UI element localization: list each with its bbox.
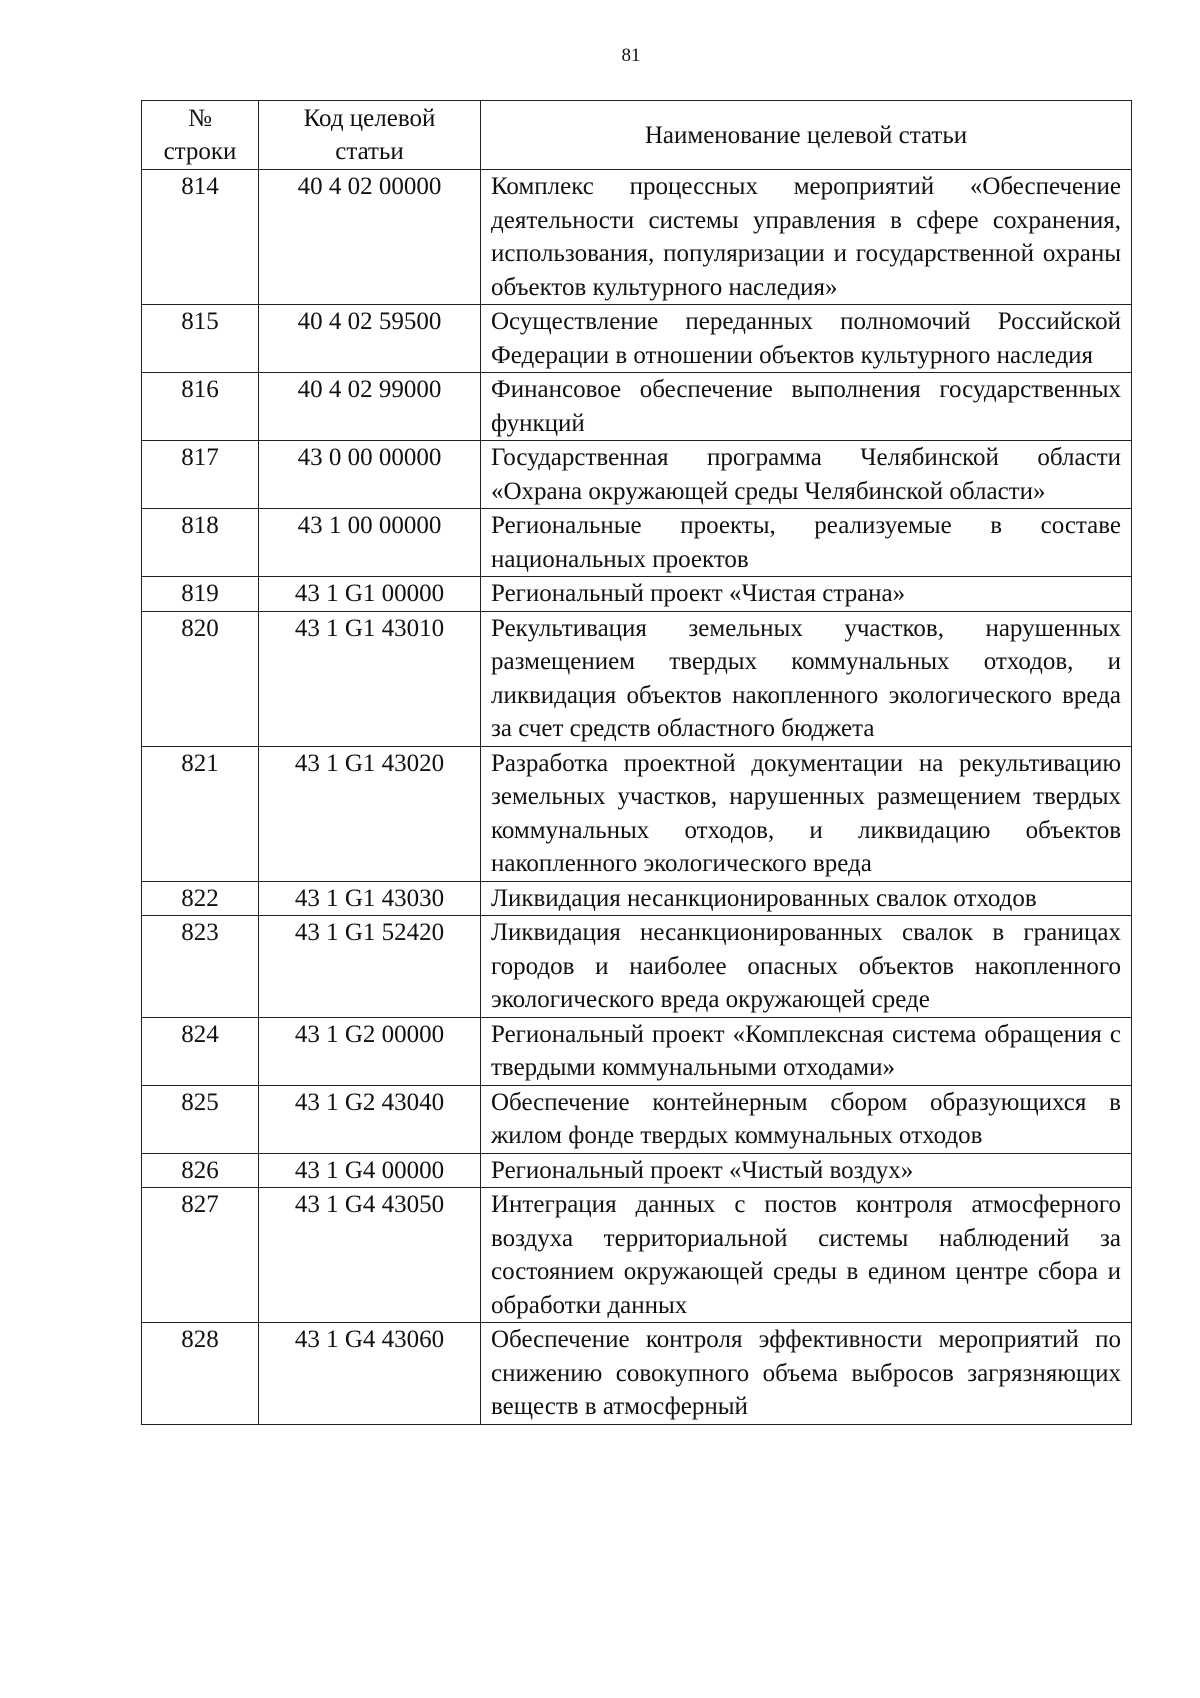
row-number-cell: 817 bbox=[142, 441, 259, 509]
row-number-cell: 825 bbox=[142, 1085, 259, 1153]
article-name-cell: Интеграция данных с постов контроля атмосферного воздуха территориальной системы наблюдений за состоянием окружающей среды в едином центре сбора и обработки данных bbox=[481, 1188, 1132, 1323]
table-row bbox=[142, 1323, 1132, 1425]
row-number-cell: 814 bbox=[142, 170, 259, 305]
table-row bbox=[142, 577, 1132, 612]
article-name-cell: Ликвидация несанкционированных свалок в границах городов и наиболее опасных объектов накопленного экологического вреда окружающей среде bbox=[481, 916, 1132, 1018]
article-code-cell: 43 1 G1 52420 bbox=[259, 916, 481, 1018]
table-row bbox=[142, 916, 1132, 1018]
article-code-cell: 43 1 00 00000 bbox=[259, 509, 481, 577]
header-row-number: № строки bbox=[142, 101, 259, 170]
article-code-cell: 43 1 G4 00000 bbox=[259, 1153, 481, 1188]
table-row bbox=[142, 170, 1132, 305]
article-name-cell: Осуществление переданных полномочий Российской Федерации в отношении объектов культурного наследия bbox=[481, 305, 1132, 373]
article-name-cell: Региональный проект «Чистый воздух» bbox=[481, 1153, 1132, 1188]
article-code-cell: 40 4 02 59500 bbox=[259, 305, 481, 373]
table-header-row bbox=[142, 101, 1132, 170]
article-name-cell: Региональный проект «Чистая страна» bbox=[481, 577, 1132, 612]
row-number-cell: 815 bbox=[142, 305, 259, 373]
row-number-cell: 820 bbox=[142, 611, 259, 746]
table-row bbox=[142, 1153, 1132, 1188]
row-number-cell: 824 bbox=[142, 1017, 259, 1085]
table-body bbox=[142, 170, 1132, 1425]
row-number-cell: 828 bbox=[142, 1323, 259, 1425]
article-code-cell: 43 1 G1 43010 bbox=[259, 611, 481, 746]
table-row bbox=[142, 611, 1132, 746]
table-row bbox=[142, 1017, 1132, 1085]
article-name-cell: Обеспечение контроля эффективности мероприятий по снижению совокупного объема выбросов загрязняющих веществ в атмосферный bbox=[481, 1323, 1132, 1425]
article-code-cell: 43 1 G4 43050 bbox=[259, 1188, 481, 1323]
article-name-cell: Финансовое обеспечение выполнения государственных функций bbox=[481, 373, 1132, 441]
table-row bbox=[142, 373, 1132, 441]
article-name-cell: Обеспечение контейнерным сбором образующихся в жилом фонде твердых коммунальных отходов bbox=[481, 1085, 1132, 1153]
row-number-cell: 816 bbox=[142, 373, 259, 441]
row-number-cell: 823 bbox=[142, 916, 259, 1018]
header-article-code: Код целевой статьи bbox=[259, 101, 481, 170]
article-name-cell: Разработка проектной документации на рекультивацию земельных участков, нарушенных размещением твердых коммунальных отходов, и ликвидацию объектов накопленного экологического вреда bbox=[481, 746, 1132, 881]
article-code-cell: 40 4 02 00000 bbox=[259, 170, 481, 305]
article-name-cell: Комплекс процессных мероприятий «Обеспечение деятельности системы управления в сфере сохранения, использования, популяризации и государственной охраны объектов культурного наследия» bbox=[481, 170, 1132, 305]
article-code-cell: 43 1 G1 43020 bbox=[259, 746, 481, 881]
row-number-cell: 818 bbox=[142, 509, 259, 577]
row-number-cell: 819 bbox=[142, 577, 259, 612]
article-name-cell: Государственная программа Челябинской области «Охрана окружающей среды Челябинской области» bbox=[481, 441, 1132, 509]
header-article-name: Наименование целевой статьи bbox=[481, 101, 1132, 170]
article-code-cell: 43 1 G1 00000 bbox=[259, 577, 481, 612]
table-row bbox=[142, 509, 1132, 577]
page-number: 81 bbox=[621, 45, 641, 66]
article-name-cell: Региональные проекты, реализуемые в составе национальных проектов bbox=[481, 509, 1132, 577]
row-number-cell: 821 bbox=[142, 746, 259, 881]
article-name-cell: Рекультивация земельных участков, нарушенных размещением твердых коммунальных отходов, и ликвидация объектов накопленного экологического вреда за счет средств областного бюджета bbox=[481, 611, 1132, 746]
article-code-cell: 43 0 00 00000 bbox=[259, 441, 481, 509]
table-row bbox=[142, 881, 1132, 916]
article-code-cell: 43 1 G2 43040 bbox=[259, 1085, 481, 1153]
table-row bbox=[142, 1188, 1132, 1323]
article-code-cell: 40 4 02 99000 bbox=[259, 373, 481, 441]
table-row bbox=[142, 1085, 1132, 1153]
article-code-cell: 43 1 G2 00000 bbox=[259, 1017, 481, 1085]
article-name-cell: Региональный проект «Комплексная система обращения с твердыми коммунальными отходами» bbox=[481, 1017, 1132, 1085]
table-row bbox=[142, 441, 1132, 509]
target-articles-table bbox=[141, 100, 1132, 1425]
row-number-cell: 826 bbox=[142, 1153, 259, 1188]
table-row bbox=[142, 305, 1132, 373]
article-name-cell: Ликвидация несанкционированных свалок отходов bbox=[481, 881, 1132, 916]
row-number-cell: 822 bbox=[142, 881, 259, 916]
article-code-cell: 43 1 G4 43060 bbox=[259, 1323, 481, 1425]
table-row bbox=[142, 746, 1132, 881]
row-number-cell: 827 bbox=[142, 1188, 259, 1323]
article-code-cell: 43 1 G1 43030 bbox=[259, 881, 481, 916]
